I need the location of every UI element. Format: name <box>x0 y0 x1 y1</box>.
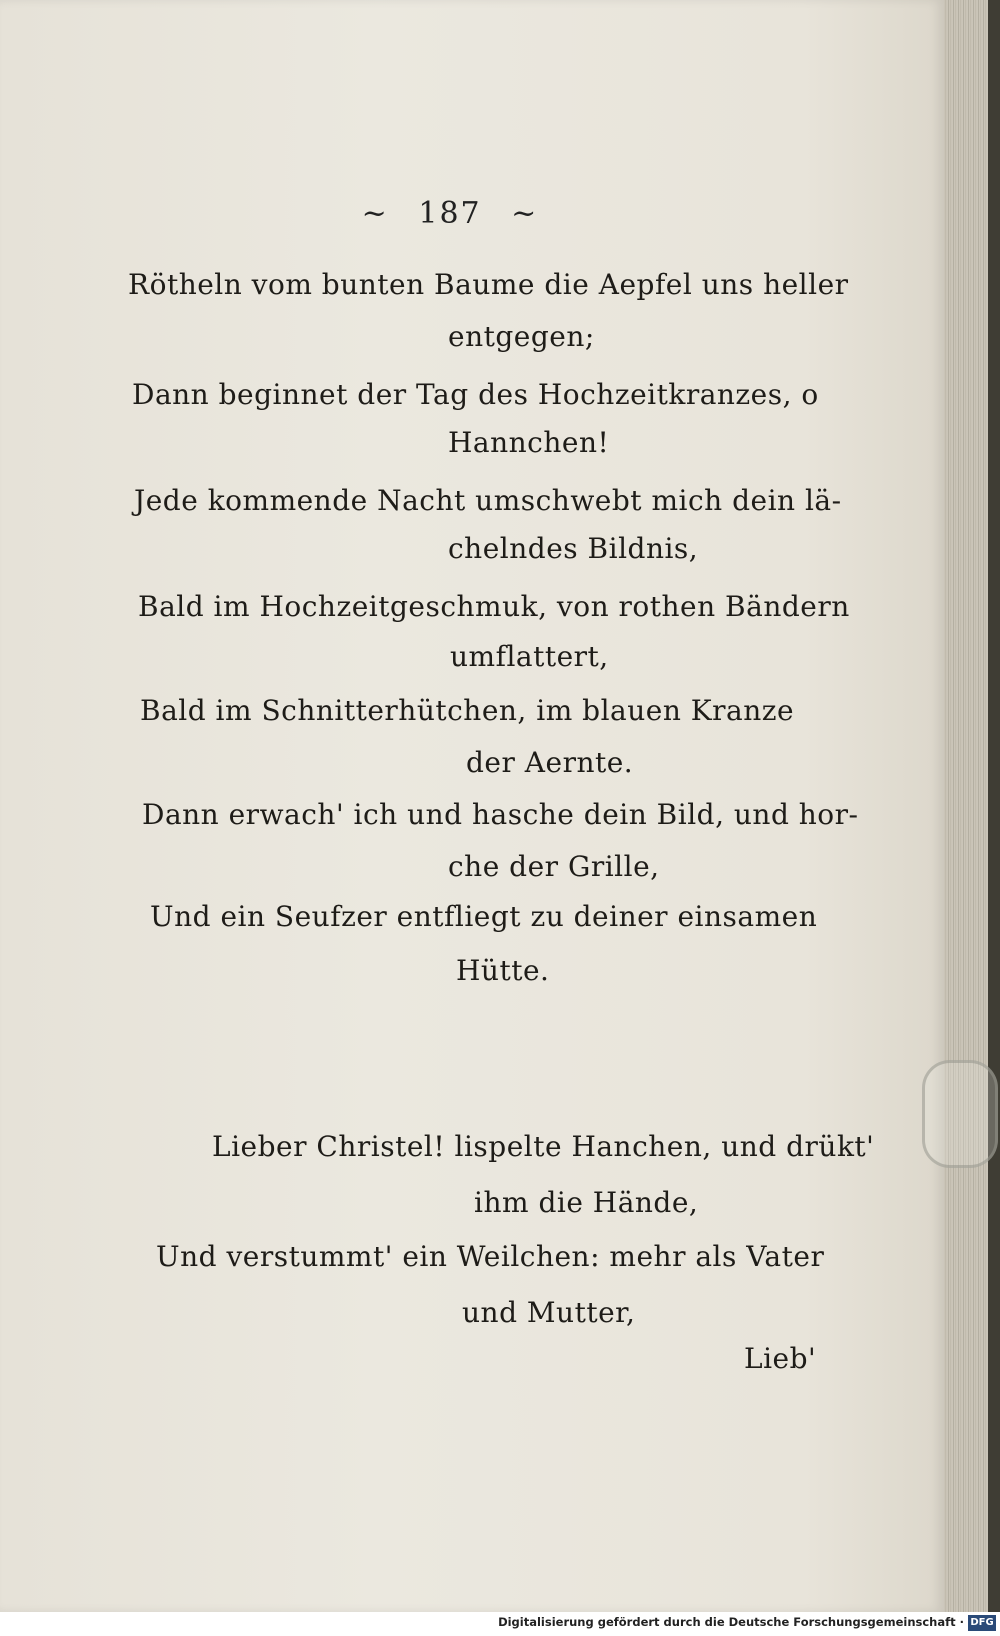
text-line: Rötheln vom bunten Baume die Aepfel uns heller <box>128 268 849 301</box>
ornament-right: ~ <box>511 196 539 231</box>
book-cover-edge <box>988 0 1000 1612</box>
text-line: che der Grille, <box>448 850 660 883</box>
text-line: Lieber Christel! lispelte Hanchen, und drükt' <box>212 1130 875 1163</box>
text-line: und Mutter, <box>462 1296 636 1329</box>
digitization-credit: Digitalisierung gefördert durch die Deutsche Forschungsgemeinschaft · <box>498 1615 964 1629</box>
text-line: Hütte. <box>456 954 550 987</box>
text-line: Dann erwach' ich und hasche dein Bild, und hor- <box>142 798 859 831</box>
text-line: Bald im Hochzeitgeschmuk, von rothen Bändern <box>138 590 850 623</box>
text-line: Bald im Schnitterhütchen, im blauen Kranze <box>140 694 795 727</box>
text-line: der Aernte. <box>466 746 634 779</box>
text-line: chelndes Bildnis, <box>448 532 699 565</box>
dfg-logo: DFG <box>968 1615 996 1631</box>
text-line: Und verstummt' ein Weilchen: mehr als Vater <box>156 1240 825 1273</box>
text-line: Und ein Seufzer entfliegt zu deiner einsamen <box>150 900 818 933</box>
page-header <box>350 196 550 231</box>
text-line: ihm die Hände, <box>474 1186 699 1219</box>
text-line: entgegen; <box>448 320 595 353</box>
text-line: Hannchen! <box>448 426 610 459</box>
page-clip <box>922 1060 998 1168</box>
ornament-left: ~ <box>361 196 389 231</box>
page-number: 187 <box>418 196 482 231</box>
text-line: Jede kommende Nacht umschwebt mich dein lä- <box>134 484 842 517</box>
catchword: Lieb' <box>744 1342 817 1375</box>
text-line: Dann beginnet der Tag des Hochzeitkranzes, o <box>132 378 819 411</box>
page-edges <box>944 0 1000 1612</box>
text-line: umflattert, <box>450 640 609 673</box>
